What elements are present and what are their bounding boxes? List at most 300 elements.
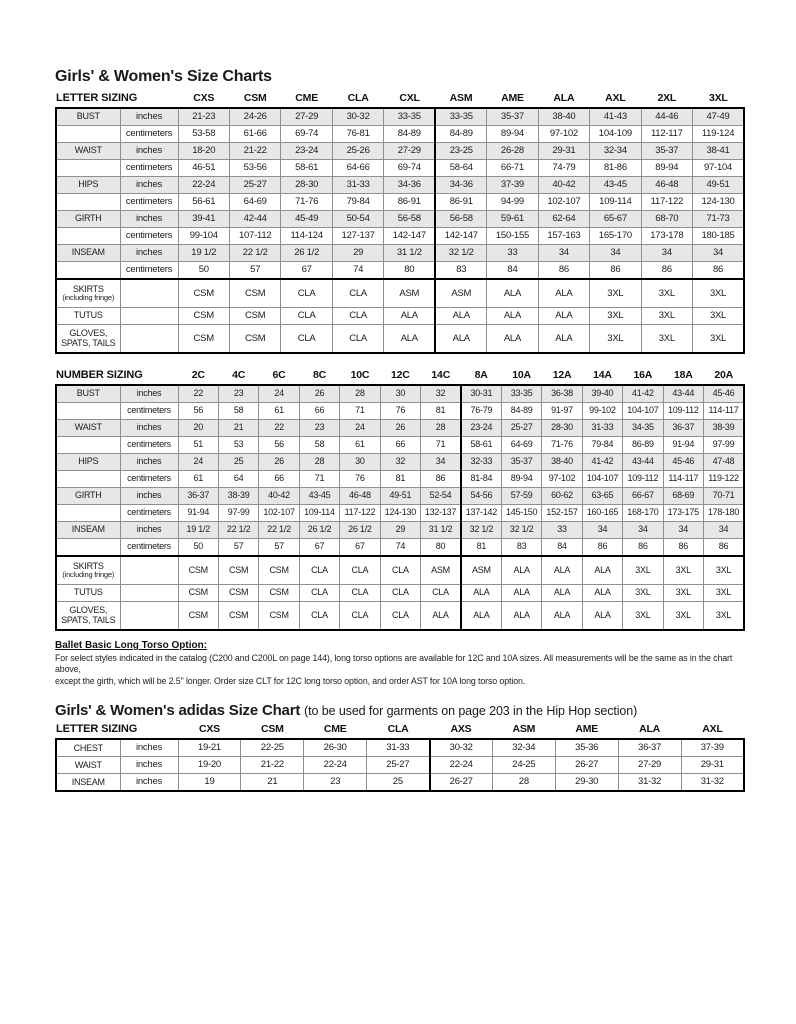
size-value: CLA — [332, 308, 383, 325]
size-value: 71-73 — [693, 211, 744, 228]
size-value: 56-61 — [178, 194, 229, 211]
size-value: 19-20 — [178, 757, 241, 774]
size-value: ALA — [542, 585, 582, 602]
size-value: 132-137 — [421, 505, 461, 522]
size-value: 32-33 — [461, 454, 501, 471]
size-value: 42-44 — [229, 211, 280, 228]
size-value: ALA — [501, 602, 541, 631]
size-value: 66 — [299, 403, 339, 420]
size-value: 56-58 — [384, 211, 435, 228]
size-value: 137-142 — [461, 505, 501, 522]
size-value: ALA — [435, 325, 486, 354]
size-value: 3XL — [663, 585, 703, 602]
size-value: ALA — [501, 556, 541, 585]
size-value: 38-39 — [218, 488, 258, 505]
size-value: ALA — [582, 602, 622, 631]
size-value: 114-117 — [663, 471, 703, 488]
size-value: 39-40 — [582, 385, 622, 403]
size-value: 24 — [259, 385, 299, 403]
size-value: 61 — [259, 403, 299, 420]
row-label — [56, 194, 120, 211]
size-value: 21 — [218, 420, 258, 437]
row-label: HIPS — [56, 454, 120, 471]
size-value: 39-41 — [178, 211, 229, 228]
size-value: 107-112 — [229, 228, 280, 245]
unit-label: inches — [120, 757, 178, 774]
size-value: 76 — [380, 403, 420, 420]
column-header: ALA — [618, 722, 681, 739]
row-label: WAIST — [56, 420, 120, 437]
size-value: 45-46 — [663, 454, 703, 471]
size-value: 41-42 — [623, 385, 663, 403]
size-value: CLA — [340, 602, 380, 631]
size-value: 43-45 — [299, 488, 339, 505]
size-value: 71-76 — [281, 194, 332, 211]
size-value: 66-67 — [623, 488, 663, 505]
unit-label: centimeters — [120, 403, 178, 420]
size-value: 22 1/2 — [229, 245, 280, 262]
size-value: 38-41 — [693, 143, 744, 160]
size-value: 91-94 — [178, 505, 218, 522]
size-value: 86-91 — [435, 194, 486, 211]
size-value: 84 — [542, 539, 582, 557]
size-value: 34 — [641, 245, 692, 262]
size-value: 22 — [259, 420, 299, 437]
row-label — [56, 262, 120, 280]
size-value: 25-27 — [501, 420, 541, 437]
size-value: 33-35 — [501, 385, 541, 403]
column-header: AME — [555, 722, 618, 739]
row-label: GIRTH — [56, 211, 120, 228]
size-value: CSM — [229, 279, 280, 308]
size-value: CSM — [178, 602, 218, 631]
column-header: 12A — [542, 368, 582, 385]
size-value: 81 — [421, 403, 461, 420]
size-value: 58-61 — [461, 437, 501, 454]
note-line-2: except the girth, which will be 2.5" longer. Order size CLT for 12C long torso option, and order AST for 10A long torso option. — [55, 675, 526, 686]
size-value: 19 — [178, 774, 241, 792]
table-corner-label: NUMBER SIZING — [56, 368, 178, 385]
size-value: 61 — [340, 437, 380, 454]
size-value: 26 1/2 — [281, 245, 332, 262]
size-value: CSM — [259, 556, 299, 585]
size-value: 47-49 — [693, 108, 744, 126]
size-value: 29 — [380, 522, 420, 539]
row-label: INSEAM — [56, 245, 120, 262]
row-label: SKIRTS (including fringe) — [56, 279, 120, 308]
size-value: 32 1/2 — [435, 245, 486, 262]
size-value: 56-58 — [435, 211, 486, 228]
size-value: 25-27 — [367, 757, 430, 774]
size-value: CSM — [178, 325, 229, 354]
adidas-chart-title-main: Girls' & Women's adidas Size Chart — [55, 702, 301, 720]
size-value: ASM — [461, 556, 501, 585]
size-value: 86 — [704, 539, 745, 557]
size-value: 97-99 — [218, 505, 258, 522]
size-value: 31-33 — [367, 739, 430, 757]
size-value: 86 — [693, 262, 744, 280]
column-header: CLA — [332, 91, 383, 108]
size-value: 26-30 — [304, 739, 367, 757]
column-header: 16A — [623, 368, 663, 385]
size-value: 57 — [218, 539, 258, 557]
size-value: ALA — [461, 602, 501, 631]
size-value: 21-22 — [241, 757, 304, 774]
size-value: 23 — [299, 420, 339, 437]
size-value: 45-46 — [704, 385, 745, 403]
size-value: 3XL — [704, 556, 745, 585]
size-value: 3XL — [590, 308, 641, 325]
size-value: ALA — [384, 325, 435, 354]
size-value: 124-130 — [380, 505, 420, 522]
row-label: WAIST — [56, 757, 120, 774]
size-value: 23 — [218, 385, 258, 403]
column-header: CSM — [241, 722, 304, 739]
row-label: GIRTH — [56, 488, 120, 505]
size-value: ASM — [421, 556, 461, 585]
size-value: 81 — [380, 471, 420, 488]
unit-label: centimeters — [120, 437, 178, 454]
column-header: 20A — [704, 368, 745, 385]
size-value: 34 — [590, 245, 641, 262]
note-heading: Ballet Basic Long Torso Option: — [55, 640, 208, 651]
size-value: 56 — [178, 403, 218, 420]
row-label: HIPS — [56, 177, 120, 194]
size-value: 28-30 — [542, 420, 582, 437]
column-header: CLA — [367, 722, 430, 739]
column-header: CME — [281, 91, 332, 108]
column-header: 18A — [663, 368, 703, 385]
size-value: 99-104 — [178, 228, 229, 245]
size-value: 52-54 — [421, 488, 461, 505]
size-value: 30 — [380, 385, 420, 403]
size-value: 142-147 — [435, 228, 486, 245]
size-value: 30-31 — [461, 385, 501, 403]
size-value: CLA — [281, 279, 332, 308]
size-value: 31-32 — [618, 774, 681, 792]
size-value: 20 — [178, 420, 218, 437]
column-header: 10A — [501, 368, 541, 385]
size-value: 127-137 — [332, 228, 383, 245]
size-value: 28 — [340, 385, 380, 403]
size-value: 25-27 — [229, 177, 280, 194]
size-value: CLA — [380, 585, 420, 602]
size-value: 83 — [501, 539, 541, 557]
row-label: GLOVES, SPATS, TAILS — [56, 602, 120, 631]
size-value: 68-70 — [641, 211, 692, 228]
size-value: CLA — [332, 279, 383, 308]
size-value: 19 1/2 — [178, 522, 218, 539]
size-value: 3XL — [693, 325, 744, 354]
size-value: 64-69 — [229, 194, 280, 211]
size-value: 30 — [340, 454, 380, 471]
size-value: 46-51 — [178, 160, 229, 177]
row-label: BUST — [56, 108, 120, 126]
size-value: 57 — [259, 539, 299, 557]
size-value: 43-44 — [623, 454, 663, 471]
row-label — [56, 160, 120, 177]
size-value: 27-29 — [384, 143, 435, 160]
column-header: 2XL — [641, 91, 692, 108]
column-header: 8A — [461, 368, 501, 385]
size-value: ALA — [421, 602, 461, 631]
page-title: Girls' & Women's Size Charts — [55, 68, 272, 85]
size-value: 66-71 — [487, 160, 538, 177]
row-label: GLOVES, SPATS, TAILS — [56, 325, 120, 354]
size-value: 76-79 — [461, 403, 501, 420]
unit-label — [120, 585, 178, 602]
size-value: CLA — [299, 602, 339, 631]
size-value: 3XL — [623, 556, 663, 585]
size-value: CSM — [178, 585, 218, 602]
size-value: CSM — [259, 602, 299, 631]
letter-sizing-table — [55, 91, 745, 354]
size-value: 86 — [623, 539, 663, 557]
size-value: 112-117 — [641, 126, 692, 143]
size-value: 57 — [229, 262, 280, 280]
size-value: 18-20 — [178, 143, 229, 160]
size-value: 3XL — [590, 325, 641, 354]
size-value: 38-39 — [704, 420, 745, 437]
size-value: ALA — [582, 585, 622, 602]
size-value: 22-25 — [241, 739, 304, 757]
size-value: 38-40 — [538, 108, 589, 126]
column-header: CXL — [384, 91, 435, 108]
size-value: 24 — [340, 420, 380, 437]
unit-label — [120, 308, 178, 325]
size-value: 58 — [299, 437, 339, 454]
unit-label: inches — [120, 454, 178, 471]
size-value: 34-36 — [384, 177, 435, 194]
column-header: AME — [487, 91, 538, 108]
size-value: 54-56 — [461, 488, 501, 505]
size-value: 86 — [538, 262, 589, 280]
size-value: 3XL — [623, 602, 663, 631]
size-value: ALA — [501, 585, 541, 602]
size-value: 67 — [299, 539, 339, 557]
size-value: 58 — [218, 403, 258, 420]
size-value: 97-104 — [693, 160, 744, 177]
adidas-chart-title-note: (to be used for garments on page 203 in the Hip Hop section) — [304, 704, 638, 719]
size-value: 71-76 — [542, 437, 582, 454]
size-value: CLA — [340, 585, 380, 602]
size-value: 160-165 — [582, 505, 622, 522]
size-value: 89-94 — [501, 471, 541, 488]
size-value: 104-109 — [590, 126, 641, 143]
size-value: CSM — [229, 308, 280, 325]
size-value: ALA — [538, 279, 589, 308]
size-value: 34 — [538, 245, 589, 262]
unit-label — [120, 556, 178, 585]
size-value: 32 — [380, 454, 420, 471]
size-value: 44-46 — [641, 108, 692, 126]
size-value: CLA — [340, 556, 380, 585]
column-header: 6C — [259, 368, 299, 385]
unit-label — [120, 279, 178, 308]
size-value: 3XL — [704, 602, 745, 631]
size-value: 28 — [421, 420, 461, 437]
unit-label: centimeters — [120, 471, 178, 488]
size-value: 60-62 — [542, 488, 582, 505]
size-value: 23-24 — [281, 143, 332, 160]
size-value: 102-107 — [259, 505, 299, 522]
size-value: 165-170 — [590, 228, 641, 245]
size-value: 50-54 — [332, 211, 383, 228]
size-value: 22 1/2 — [218, 522, 258, 539]
size-value: 97-102 — [538, 126, 589, 143]
unit-label: inches — [120, 385, 178, 403]
size-value: 62-64 — [538, 211, 589, 228]
size-value: 34-35 — [623, 420, 663, 437]
size-value: 35-37 — [487, 108, 538, 126]
size-value: 34 — [421, 454, 461, 471]
size-value: 23-25 — [435, 143, 486, 160]
size-value: 81 — [461, 539, 501, 557]
size-value: CSM — [218, 602, 258, 631]
size-value: 71 — [299, 471, 339, 488]
column-header: 14C — [421, 368, 461, 385]
size-value: 91-97 — [542, 403, 582, 420]
size-value: 45-49 — [281, 211, 332, 228]
unit-label: centimeters — [120, 228, 178, 245]
ballet-long-torso-note — [55, 640, 745, 687]
row-label: TUTUS — [56, 308, 120, 325]
size-value: CLA — [332, 325, 383, 354]
size-value: CSM — [229, 325, 280, 354]
size-value: 37-39 — [487, 177, 538, 194]
size-value: 29-31 — [538, 143, 589, 160]
row-label — [56, 471, 120, 488]
size-value: ALA — [487, 308, 538, 325]
row-label — [56, 228, 120, 245]
size-value: 74 — [332, 262, 383, 280]
size-value: CLA — [281, 325, 332, 354]
size-value: 53-58 — [178, 126, 229, 143]
size-value: 117-122 — [641, 194, 692, 211]
table-corner-label: LETTER SIZING — [56, 91, 178, 108]
size-value: ASM — [435, 279, 486, 308]
size-value: 22 — [178, 385, 218, 403]
number-sizing-table — [55, 368, 745, 631]
size-value: 28 — [492, 774, 555, 792]
unit-label: inches — [120, 143, 178, 160]
size-value: 36-37 — [618, 739, 681, 757]
row-label: WAIST — [56, 143, 120, 160]
size-value: 76 — [340, 471, 380, 488]
table-corner-label: LETTER SIZING — [56, 722, 178, 739]
size-value: CLA — [299, 585, 339, 602]
size-value: ALA — [538, 308, 589, 325]
size-value: 28-30 — [281, 177, 332, 194]
column-header: CSM — [229, 91, 280, 108]
size-value: 89-94 — [487, 126, 538, 143]
size-value: 24 — [178, 454, 218, 471]
size-value: 104-107 — [623, 403, 663, 420]
size-value: 57-59 — [501, 488, 541, 505]
size-value: 34 — [704, 522, 745, 539]
size-value: 76-81 — [332, 126, 383, 143]
size-value: 3XL — [663, 602, 703, 631]
size-value: 89-94 — [641, 160, 692, 177]
size-value: 26-27 — [555, 757, 618, 774]
column-header: CXS — [178, 722, 241, 739]
size-value: 25 — [218, 454, 258, 471]
size-value: 34 — [693, 245, 744, 262]
size-value: 41-43 — [590, 108, 641, 126]
size-value: 71 — [421, 437, 461, 454]
size-value: 50 — [178, 539, 218, 557]
size-value: 23 — [304, 774, 367, 792]
size-value: 80 — [384, 262, 435, 280]
size-value: 31 1/2 — [384, 245, 435, 262]
size-value: 46-48 — [641, 177, 692, 194]
row-label: CHEST — [56, 739, 120, 757]
size-value: CSM — [259, 585, 299, 602]
row-label — [56, 403, 120, 420]
size-value: 74-79 — [538, 160, 589, 177]
unit-label: inches — [120, 739, 178, 757]
unit-label: inches — [120, 108, 178, 126]
size-value: 86-89 — [623, 437, 663, 454]
size-value: 71 — [340, 403, 380, 420]
size-value: 3XL — [704, 585, 745, 602]
size-value: 61-66 — [229, 126, 280, 143]
size-value: 19 1/2 — [178, 245, 229, 262]
size-value: 49-51 — [693, 177, 744, 194]
size-value: 32-34 — [492, 739, 555, 757]
column-header: 4C — [218, 368, 258, 385]
unit-label: inches — [120, 488, 178, 505]
size-value: 64 — [218, 471, 258, 488]
size-value: 22 1/2 — [259, 522, 299, 539]
size-value: 84-89 — [384, 126, 435, 143]
column-header: 8C — [299, 368, 339, 385]
size-value: 31-32 — [681, 774, 744, 792]
size-value: 86 — [590, 262, 641, 280]
column-header: CME — [304, 722, 367, 739]
size-value: 24-26 — [229, 108, 280, 126]
size-value: 152-157 — [542, 505, 582, 522]
size-value: 33 — [542, 522, 582, 539]
size-value: 53 — [218, 437, 258, 454]
size-value: ALA — [538, 325, 589, 354]
size-value: 150-155 — [487, 228, 538, 245]
size-value: 157-163 — [538, 228, 589, 245]
size-value: 26 1/2 — [299, 522, 339, 539]
size-value: 43-45 — [590, 177, 641, 194]
size-value: 23-24 — [461, 420, 501, 437]
size-value: 81-86 — [590, 160, 641, 177]
size-value: 67 — [281, 262, 332, 280]
size-value: 58-61 — [281, 160, 332, 177]
row-label — [56, 437, 120, 454]
size-value: 86 — [641, 262, 692, 280]
column-header: AXS — [430, 722, 493, 739]
size-value: 21 — [241, 774, 304, 792]
size-value: 180-185 — [693, 228, 744, 245]
size-value: 142-147 — [384, 228, 435, 245]
size-value: ALA — [384, 308, 435, 325]
size-value: 34-36 — [435, 177, 486, 194]
size-value: 26 — [259, 454, 299, 471]
row-label — [56, 126, 120, 143]
size-value: 61 — [178, 471, 218, 488]
unit-label: centimeters — [120, 505, 178, 522]
size-value: CLA — [299, 556, 339, 585]
size-value: 26-27 — [430, 774, 493, 792]
size-value: 3XL — [641, 279, 692, 308]
size-value: CLA — [421, 585, 461, 602]
